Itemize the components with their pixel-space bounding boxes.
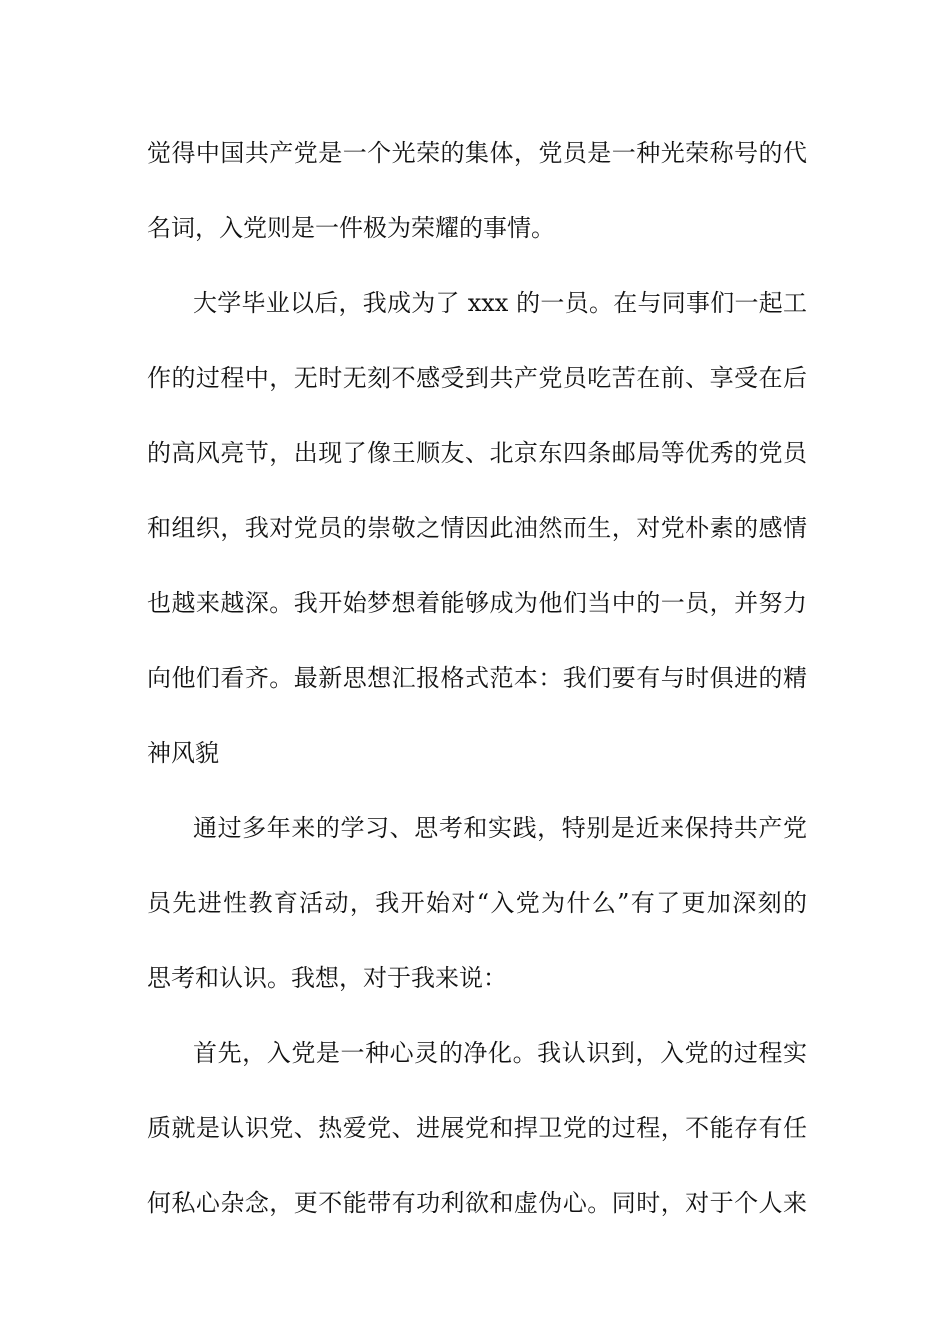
- text-line: 员先进性教育活动，我开始对“入党为什么”有了更加深刻的: [147, 889, 807, 917]
- text-line: 思考和认识。我想，对于我来说：: [147, 964, 507, 992]
- text-line: 的高风亮节，出现了像王顺友、北京东四条邮局等优秀的党员: [147, 439, 807, 467]
- text-line: 名词，入党则是一件极为荣耀的事情。: [147, 214, 555, 242]
- text-line: 通过多年来的学习、思考和实践，特别是近来保持共产党: [193, 814, 807, 842]
- text-line: 质就是认识党、热爱党、进展党和捍卫党的过程，不能存有任: [147, 1114, 807, 1142]
- text-line: 向他们看齐。最新思想汇报格式范本：我们要有与时俱进的精: [147, 664, 807, 692]
- text-line: 首先，入党是一种心灵的净化。我认识到，入党的过程实: [193, 1039, 807, 1067]
- text-line: 神风貌: [147, 739, 219, 767]
- text-line: 大学毕业以后，我成为了 xxx 的一员。在与同事们一起工: [193, 289, 807, 317]
- text-line: 作的过程中，无时无刻不感受到共产党员吃苦在前、享受在后: [147, 364, 807, 392]
- text-line: 何私心杂念，更不能带有功利欲和虚伪心。同时，对于个人来: [147, 1189, 807, 1217]
- text-line: 和组织，我对党员的崇敬之情因此油然而生，对党朴素的感情: [147, 514, 807, 542]
- body-text: [147, 132, 807, 1257]
- text-line: 觉得中国共产党是一个光荣的集体，党员是一种光荣称号的代: [147, 139, 807, 167]
- text-line: 也越来越深。我开始梦想着能够成为他们当中的一员，并努力: [147, 589, 807, 617]
